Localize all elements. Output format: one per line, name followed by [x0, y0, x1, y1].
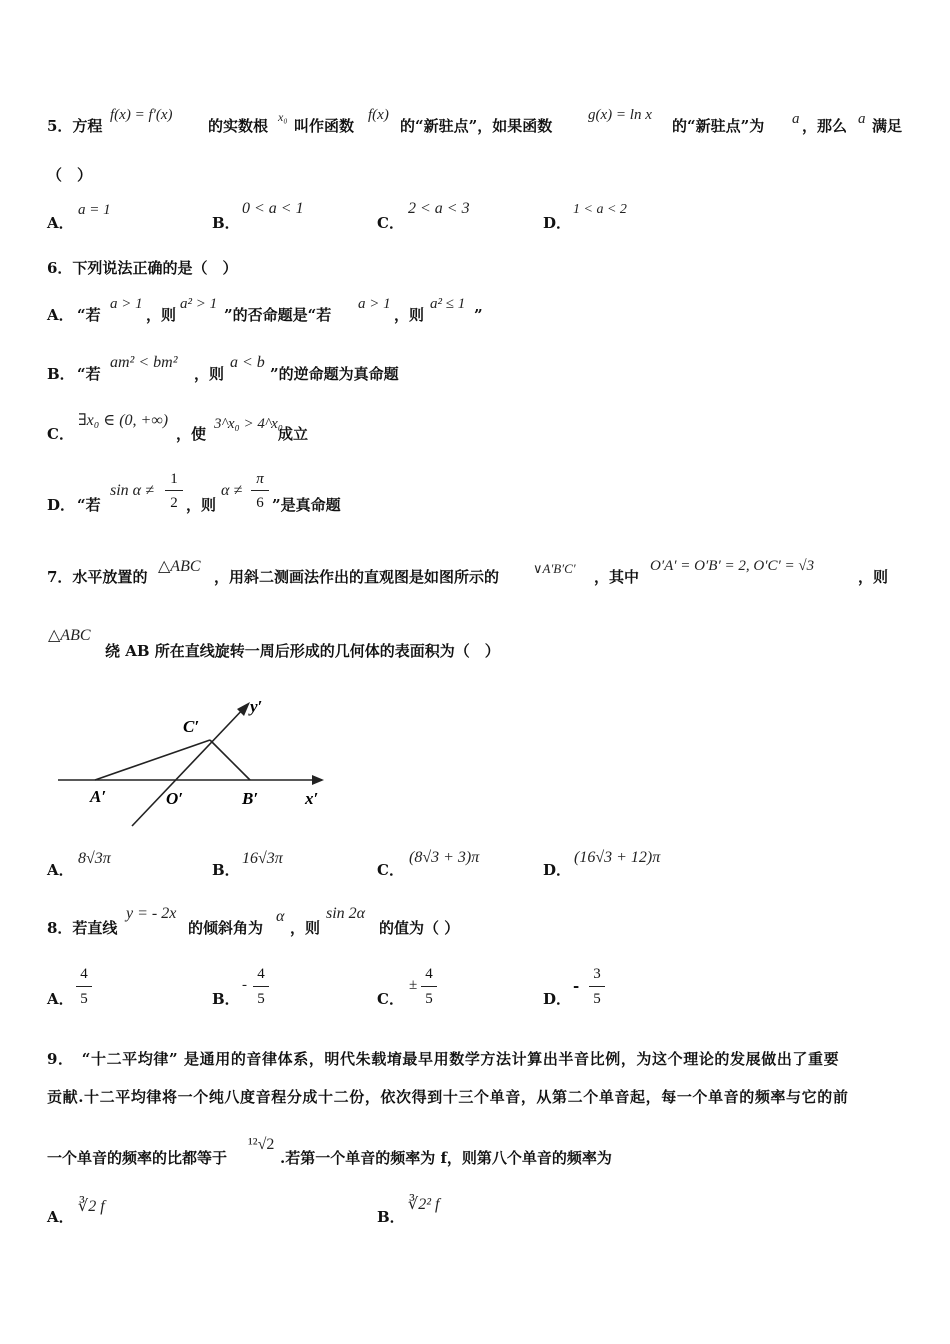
q8-a-den: 5	[80, 991, 88, 1007]
q8-b-den: 5	[257, 991, 265, 1007]
q5-fx: f(x)	[368, 107, 389, 123]
q5-a2: a	[858, 111, 866, 127]
q8-option-b-label: B．	[212, 990, 240, 1008]
q6-d-p2: ，则	[186, 496, 217, 514]
q6-option-b-label: B．	[47, 365, 75, 383]
label-y: y′	[250, 697, 263, 716]
q5-gx: g(x) = ln x	[588, 107, 652, 123]
q7-option-b: 16√3π	[242, 850, 283, 867]
q7-option-c: (8√3 + 3)π	[409, 849, 480, 866]
q7-triangle-abc-2: △ABC	[48, 627, 91, 644]
q8-b-sign: -	[242, 977, 247, 993]
q9-option-a-label: A．	[47, 1208, 74, 1226]
q8-sin: sin 2α	[326, 905, 366, 922]
q7-triangle-abc: △ABC	[158, 558, 201, 575]
q6-a-p1: “若	[77, 306, 101, 324]
x-axis-arrow	[312, 775, 324, 785]
q7-option-d: (16√3 + 12)π	[574, 849, 661, 866]
q5-paren: （ ）	[47, 166, 93, 184]
q8-d-den: 5	[593, 991, 601, 1007]
q5-option-c-label: C．	[377, 214, 404, 232]
q9-line-2: 贡献.十二平均律将一个纯八度音程分成十二份，依次得到十三个单音，从第二个单音起，每一个单音的频率与它的前	[47, 1088, 849, 1106]
q6-b-m1: am² < bm²	[110, 354, 178, 371]
q6-a-m1: a > 1	[110, 296, 143, 312]
q5-option-c: 2 < a < 3	[408, 200, 470, 217]
q6-d-den2: 6	[256, 495, 264, 511]
q9-option-a: ∛2 f	[78, 1198, 105, 1215]
q8-number: 8．若直线	[47, 919, 118, 937]
q8-alpha: α	[276, 908, 285, 925]
q5-text-6: 满足	[872, 117, 903, 135]
q8-a-fracline	[76, 986, 92, 987]
q6-d-p3: ”是真命题	[272, 496, 341, 514]
q6-stem: 6．下列说法正确的是（ ）	[47, 259, 238, 277]
q6-d-num1: 1	[170, 471, 178, 487]
label-c: C′	[183, 717, 200, 736]
q7-triangle-prime: ∨A′B′C′	[533, 561, 576, 576]
q6-a-m3: a > 1	[358, 296, 391, 312]
q5-text-3: 的“新驻点”，如果函数	[400, 117, 553, 135]
q5-text-5: ，那么	[802, 117, 848, 135]
q7-option-d-label: D．	[543, 861, 572, 879]
q8-text-1: 的倾斜角为	[188, 919, 264, 937]
q6-a-m4: a² ≤ 1	[430, 296, 466, 312]
q7-text-4: 绕 AB 所在直线旋转一周后形成的几何体的表面积为（ ）	[105, 642, 500, 660]
q6-d-m2: α ≠	[221, 482, 243, 499]
q5-x0: x₀	[278, 110, 288, 124]
q8-c-den: 5	[425, 991, 433, 1007]
q6-option-a-label: A．	[47, 306, 74, 324]
q6-a-p4: ，则	[394, 306, 425, 324]
q8-c-num: 4	[425, 966, 433, 982]
q9-line-3a: 一个单音的频率的比都等于	[47, 1149, 228, 1167]
q9-root: ¹²√2	[248, 1136, 275, 1153]
q5-a1: a	[792, 111, 800, 127]
q7-figure	[40, 690, 340, 840]
q5-text-2: 叫作函数	[294, 117, 355, 135]
label-b: B′	[242, 789, 259, 808]
label-o: O′	[166, 789, 184, 808]
label-x: x′	[305, 789, 319, 808]
q7-number: 7．水平放置的	[47, 568, 148, 586]
q6-b-m2: a < b	[230, 354, 265, 371]
q9-line-3b: .若第一个单音的频率为 f，则第八个单音的频率为	[280, 1149, 612, 1167]
q6-d-den1: 2	[170, 495, 178, 511]
q5-text-4: 的“新驻点”为	[672, 117, 765, 135]
q6-c-m1: ∃x₀ ∈ (0, +∞)	[78, 412, 169, 429]
q9-option-b: ∛2² f	[408, 1196, 440, 1213]
side-a-c	[95, 740, 210, 780]
q5-option-a: a = 1	[78, 202, 111, 218]
q5-option-a-label: A．	[47, 214, 74, 232]
q7-option-a-label: A．	[47, 861, 74, 879]
q6-d-fracline2	[251, 490, 269, 491]
q8-text-2: ，则	[290, 919, 321, 937]
q6-d-fracline1	[165, 490, 183, 491]
q6-c-p2: 成立	[278, 425, 309, 443]
q6-a-p2: ，则	[146, 306, 177, 324]
q8-option-a-label: A．	[47, 990, 74, 1008]
q8-b-fracline	[253, 986, 269, 987]
q7-option-b-label: B．	[212, 861, 240, 879]
q6-c-p1: ，使	[176, 425, 207, 443]
q8-c-sign: ±	[409, 977, 418, 993]
q7-text-3: ，则	[858, 568, 889, 586]
q8-line: y = - 2x	[126, 905, 177, 922]
q9-line-1: 9． “十二平均律” 是通用的音律体系，明代朱载堉最早用数学方法计算出半音比例，为这个理论的发展做出了重要	[47, 1050, 840, 1068]
side-c-b	[210, 740, 250, 780]
q6-option-c-label: C．	[47, 425, 74, 443]
q6-d-m1: sin α ≠	[110, 482, 154, 499]
q6-a-p3: ”的否命题是“若	[224, 306, 332, 324]
q7-equation: O′A′ = O′B′ = 2, O′C′ = √3	[650, 558, 815, 574]
q8-d-fracline	[589, 986, 605, 987]
q7-text-1: ，用斜二测画法作出的直观图是如图所示的	[214, 568, 500, 586]
q6-d-p1: “若	[77, 496, 101, 514]
q8-d-num: 3	[593, 966, 601, 982]
q5-number: 5．方程	[47, 117, 103, 135]
q6-c-m2: 3^x₀ > 4^x₀	[214, 416, 284, 432]
q9-option-b-label: B．	[377, 1208, 405, 1226]
q6-d-num2: π	[256, 471, 264, 487]
q6-b-p2: ，则	[194, 365, 225, 383]
q8-option-c-label: C．	[377, 990, 404, 1008]
q8-c-fracline	[421, 986, 437, 987]
q5-option-b: 0 < a < 1	[242, 200, 304, 217]
q6-b-p3: ”的逆命题为真命题	[270, 365, 399, 383]
q6-a-m2: a² > 1	[180, 296, 218, 312]
q5-equation: f(x) = f′(x)	[110, 107, 173, 123]
q5-option-d-label: D．	[543, 214, 572, 232]
q8-text-3: 的值为（ ）	[379, 919, 460, 937]
q8-d-sign: -	[573, 977, 580, 995]
q5-option-b-label: B．	[212, 214, 240, 232]
q6-b-p1: “若	[77, 365, 101, 383]
q7-option-c-label: C．	[377, 861, 404, 879]
q5-option-d: 1 < a < 2	[573, 202, 627, 217]
q5-text-1: 的实数根	[208, 117, 269, 135]
q8-a-num: 4	[80, 966, 88, 982]
q7-option-a: 8√3π	[78, 850, 111, 867]
q6-a-p5: ”	[474, 306, 483, 324]
q7-text-2: ，其中	[594, 568, 640, 586]
q8-option-d-label: D．	[543, 990, 572, 1008]
label-a: A′	[90, 787, 107, 806]
q6-option-d-label: D．	[47, 496, 76, 514]
q8-b-num: 4	[257, 966, 265, 982]
